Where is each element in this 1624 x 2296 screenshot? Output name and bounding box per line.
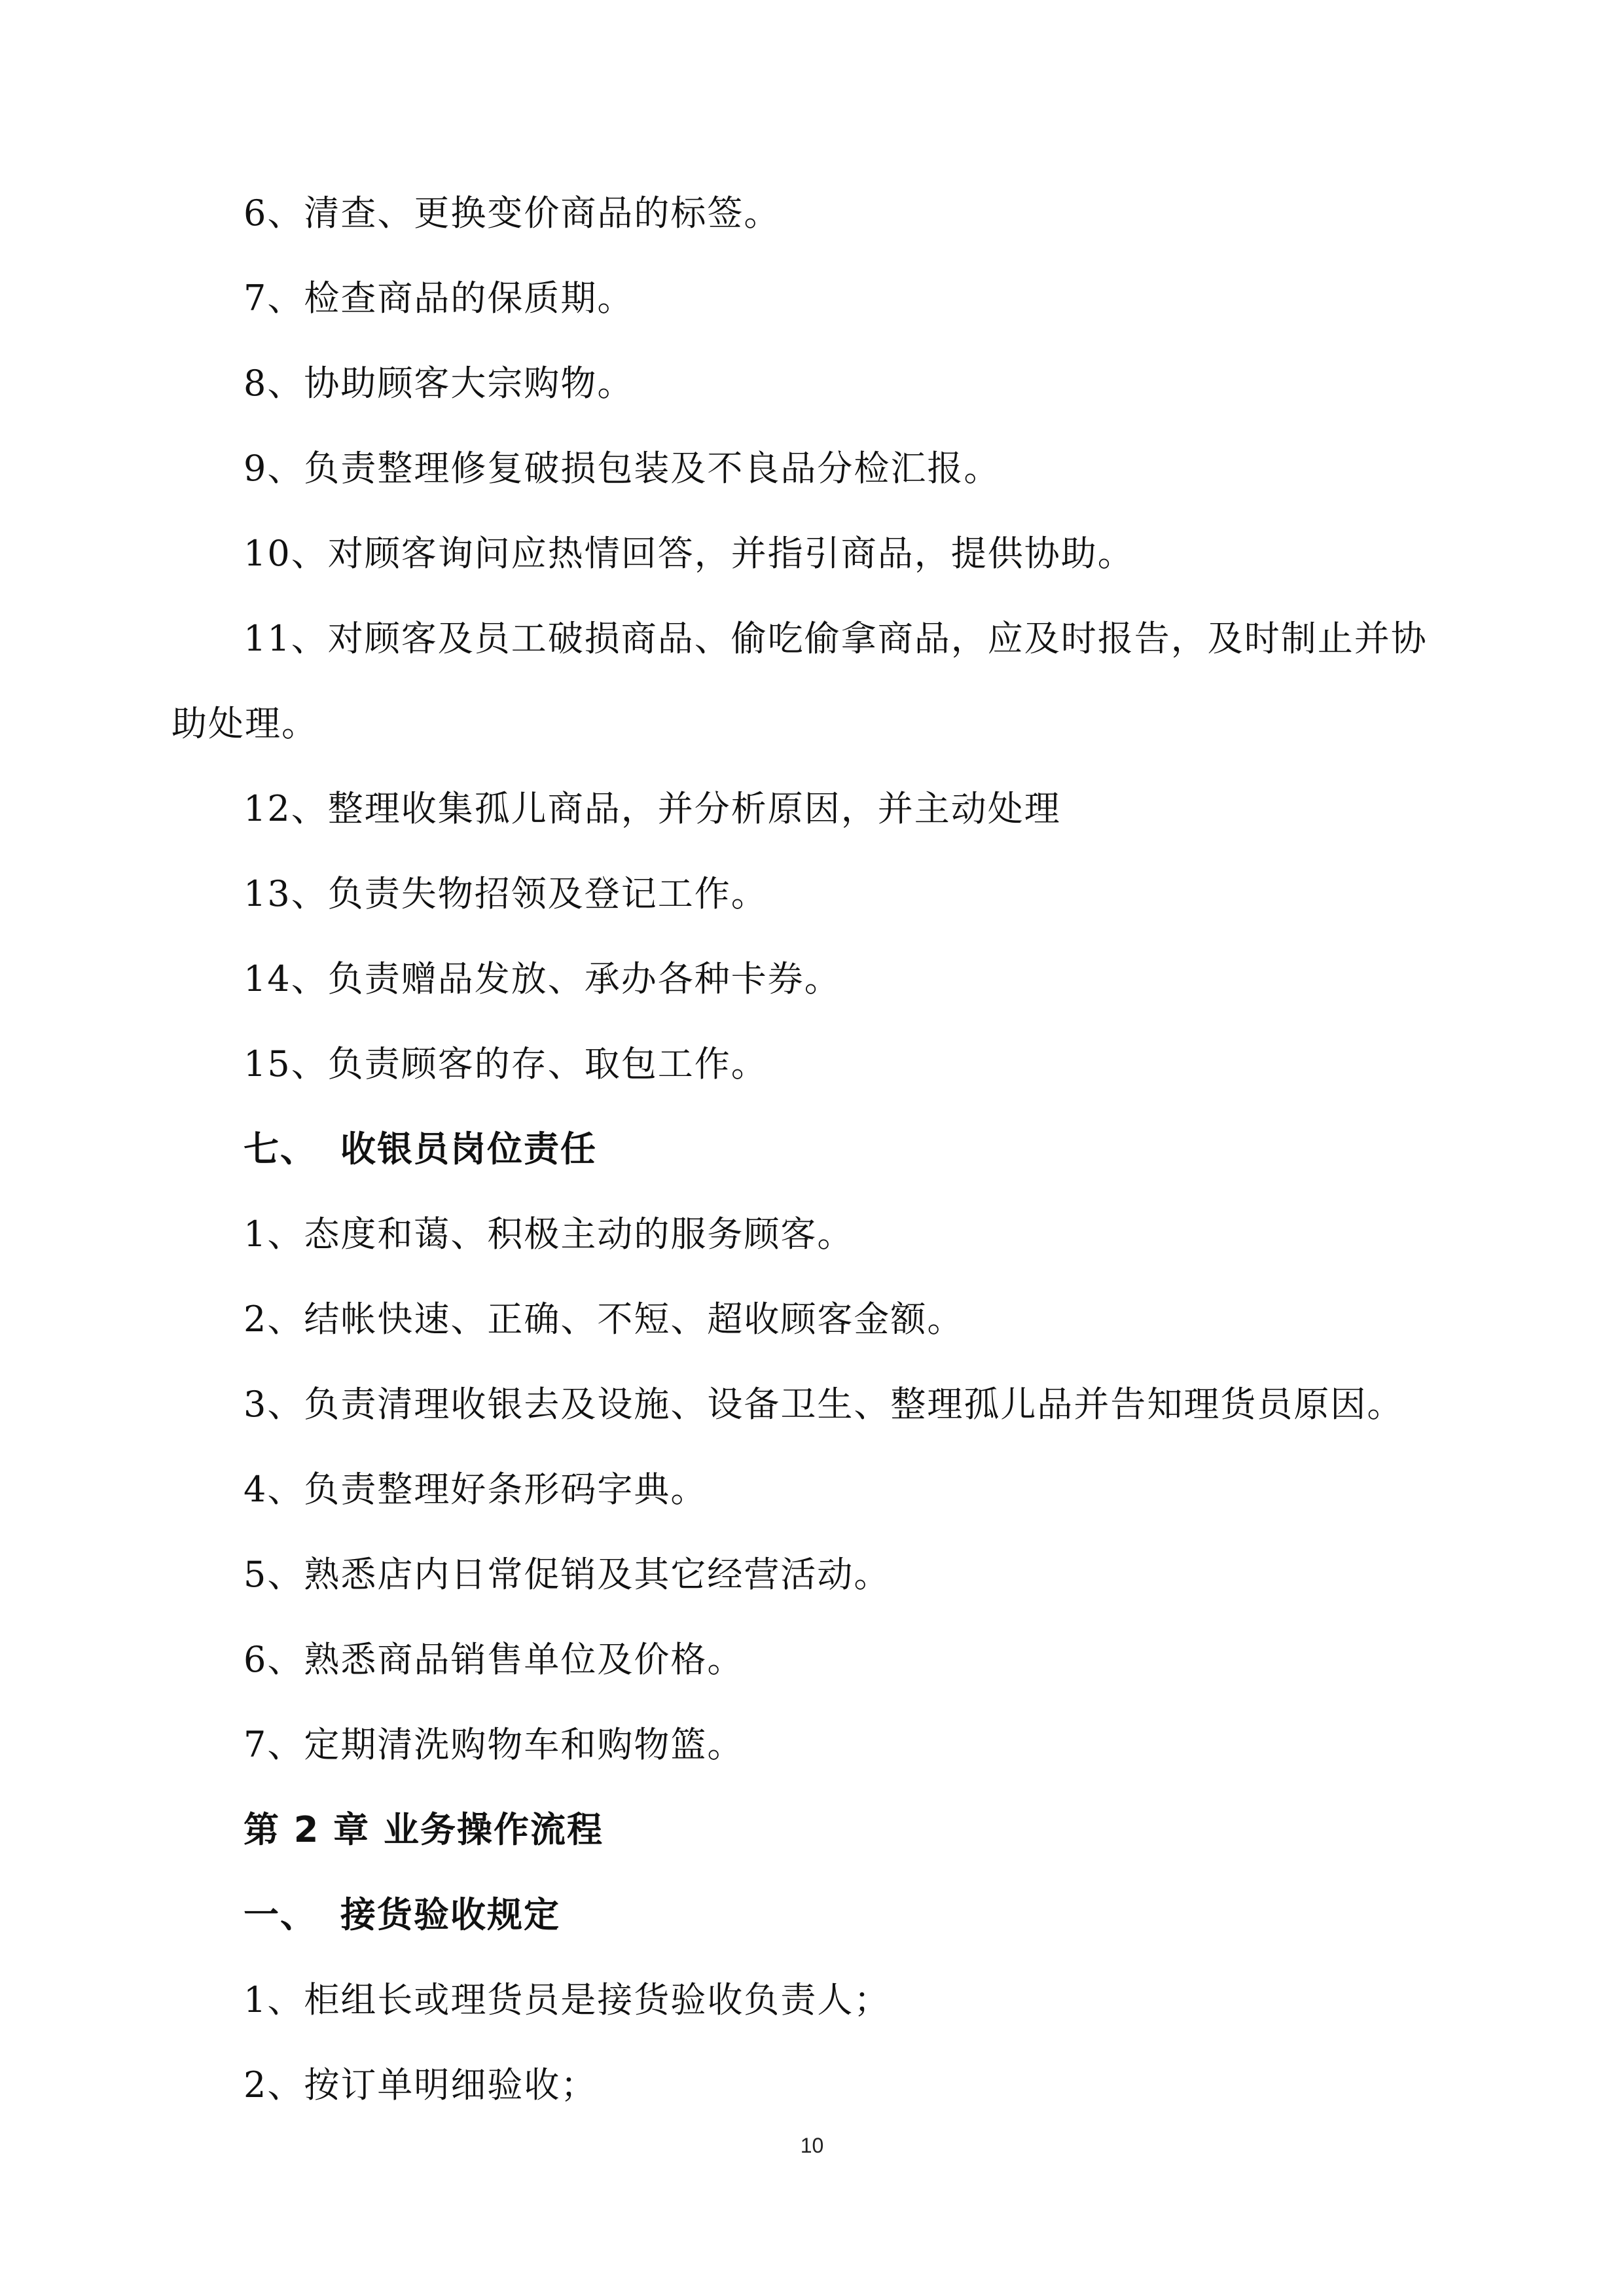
list-item-continuation: 助处理。 bbox=[171, 703, 318, 744]
section-heading bbox=[244, 1893, 560, 1937]
list-item: 10、对顾客询问应热情回答，并指引商品，提供协助。 bbox=[244, 533, 1134, 574]
list-item: 3、负责清理收银去及设施、设备卫生、整理孤儿品并告知理货员原因。 bbox=[244, 1384, 1404, 1425]
list-item: 6、清查、更换变价商品的标签。 bbox=[244, 192, 781, 234]
section-title: 收银员岗位责任 bbox=[340, 1128, 597, 1170]
list-item: 13、负责失物招领及登记工作。 bbox=[244, 873, 768, 914]
list-item: 12、整理收集孤儿商品，并分析原因，并主动处理 bbox=[244, 788, 1061, 829]
list-item: 7、定期清洗购物车和购物篮。 bbox=[244, 1724, 744, 1765]
list-item: 11、对顾客及员工破损商品、偷吃偷拿商品，应及时报告，及时制止并协 bbox=[244, 618, 1428, 659]
list-item: 14、负责赠品发放、承办各种卡券。 bbox=[244, 958, 841, 999]
section-number: 一、 bbox=[244, 1894, 317, 1935]
section-title: 接货验收规定 bbox=[340, 1894, 560, 1935]
section-number: 七、 bbox=[244, 1128, 317, 1170]
list-item: 6、熟悉商品销售单位及价格。 bbox=[244, 1639, 744, 1680]
list-item: 7、检查商品的保质期。 bbox=[244, 278, 634, 319]
list-item: 15、负责顾客的存、取包工作。 bbox=[244, 1043, 768, 1085]
list-item: 1、态度和蔼、积极主动的服务顾客。 bbox=[244, 1213, 854, 1255]
section-heading bbox=[244, 1128, 597, 1171]
list-item: 9、负责整理修复破损包装及不良品分检汇报。 bbox=[244, 448, 1001, 489]
list-item: 2、按订单明细验收； bbox=[244, 2064, 598, 2106]
list-item: 1、柜组长或理货员是接货验收负责人； bbox=[244, 1979, 891, 2020]
chapter-heading: 第 2 章 业务操作流程 bbox=[244, 1809, 604, 1850]
page-number: 10 bbox=[800, 2134, 824, 2157]
list-item: 4、负责整理好条形码字典。 bbox=[244, 1469, 708, 1510]
list-item: 8、协助顾客大宗购物。 bbox=[244, 363, 634, 404]
list-item: 2、结帐快速、正确、不短、超收顾客金额。 bbox=[244, 1299, 964, 1340]
list-item: 5、熟悉店内日常促销及其它经营活动。 bbox=[244, 1554, 891, 1595]
